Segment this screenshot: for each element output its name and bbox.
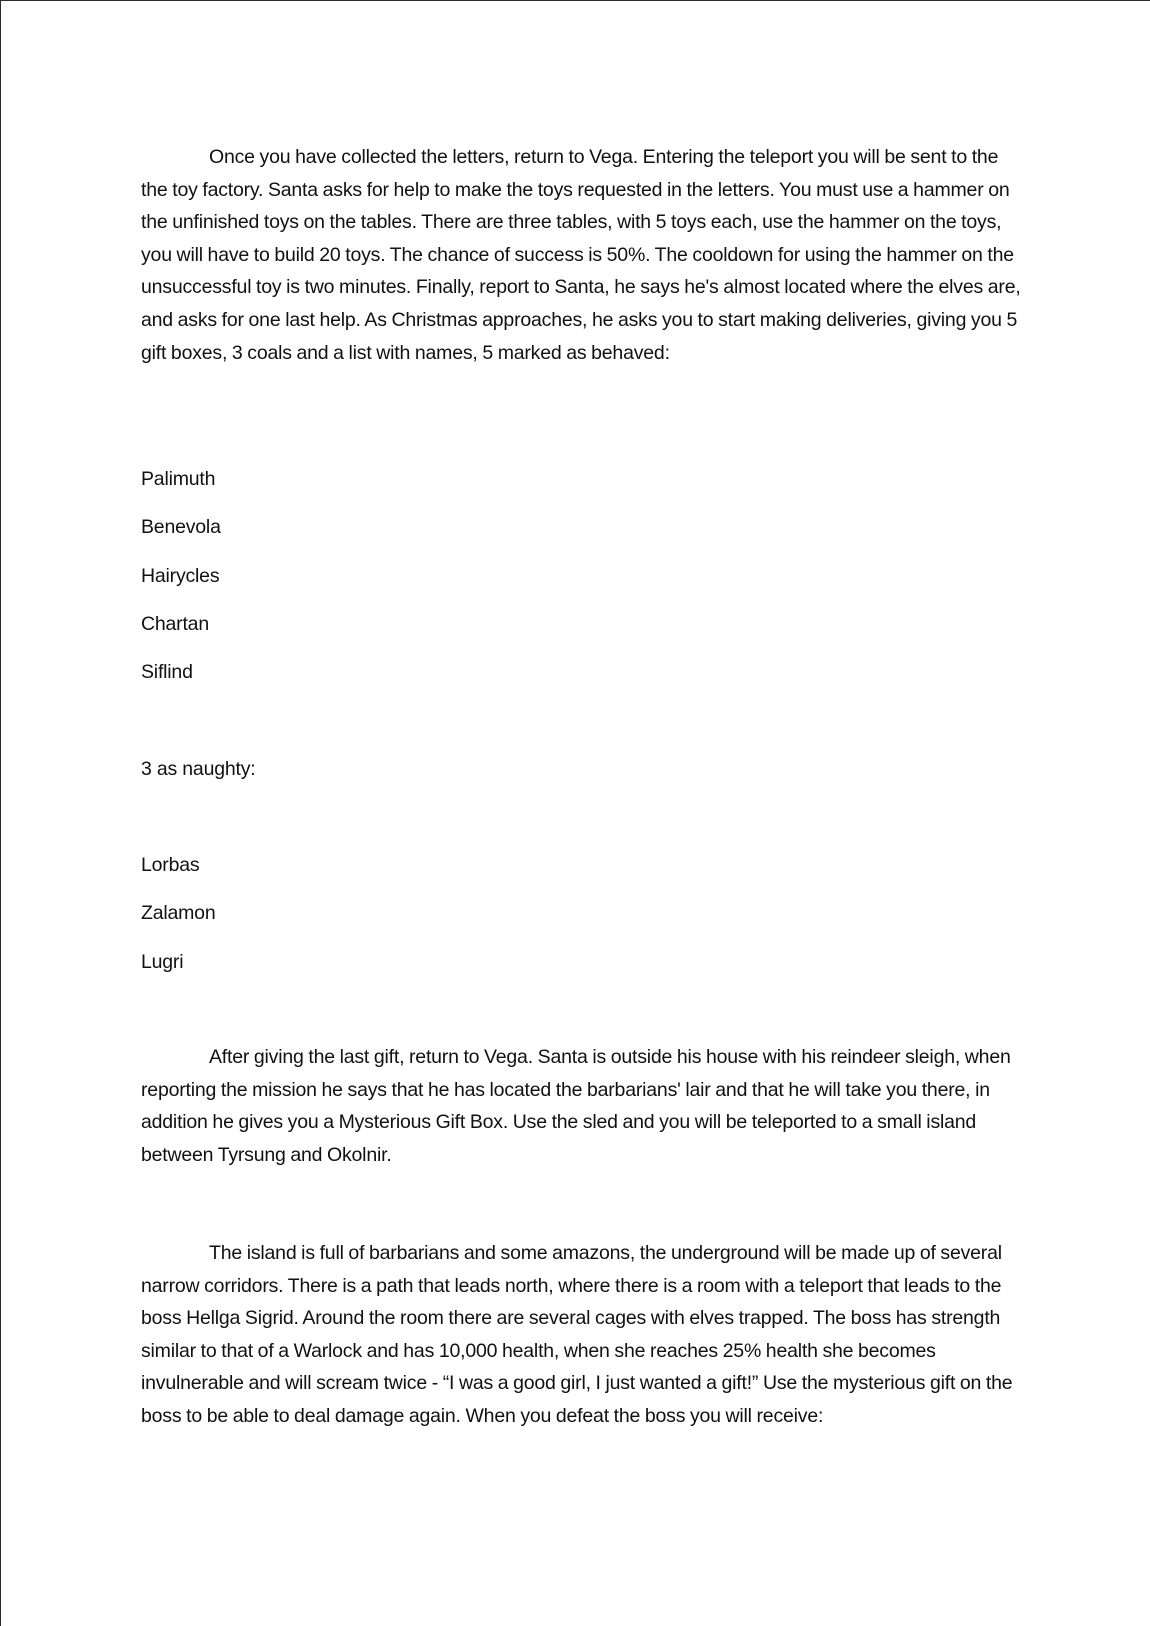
- paragraph-island-boss: The island is full of barbarians and some amazons, the underground will be made up of several narrow corridors. There is a path that leads north, where there is a room with a teleport that leads to the boss Hellga Sigrid. Around the room there are several cages with elves trapped. The boss has strength similar to that of a Warlock and has 10,000 health, when she reaches 25% health she becomes invulnerable and will scream twice - “I was a good girl, I just wanted a gift!” Use the mysterious gift on the boss to be able to deal damage again. When you defeat the boss you will receive:: [141, 1242, 1013, 1427]
- list-item: Hairycles: [141, 564, 220, 587]
- list-item: Palimuth: [141, 468, 216, 490]
- list-item: Siflind: [141, 661, 193, 684]
- list-item: Benevola: [141, 516, 221, 539]
- list-item: Chartan: [141, 612, 209, 635]
- list-item: Lorbas: [141, 854, 200, 876]
- paragraph-sleigh: After giving the last gift, return to Vega. Santa is outside his house with his reindeer sleigh, when reporting the mission he says that he has located the barbarians' lair and that he will take you there, in addition he gives you a Mysterious Gift Box. Use the sled and you will be teleported to a small island between Tyrsung and Okolnir.: [141, 1046, 1011, 1166]
- list-item: Zalamon: [141, 902, 216, 925]
- behaved-list: [141, 463, 221, 704]
- paragraph-toy-factory: Once you have collected the letters, return to Vega. Entering the teleport you will be sent to the the toy factory. Santa asks for help to make the toys requested in the letters. You must use a hammer on the unfinished toys on the tables. There are three tables, with 5 toys each, use the hammer on the toys, you will have to build 20 toys. The chance of success is 50%. The cooldown for using the hammer on the unsuccessful toy is two minutes. Finally, report to Santa, he says he's almost located where the elves are, and asks for one last help. As Christmas approaches, he asks you to start making deliveries, giving you 5 gift boxes, 3 coals and a list with names, 5 marked as behaved:: [141, 146, 1021, 364]
- naughty-label: 3 as naughty:: [141, 758, 256, 780]
- naughty-list: [141, 849, 215, 994]
- list-item: Lugri: [141, 950, 184, 973]
